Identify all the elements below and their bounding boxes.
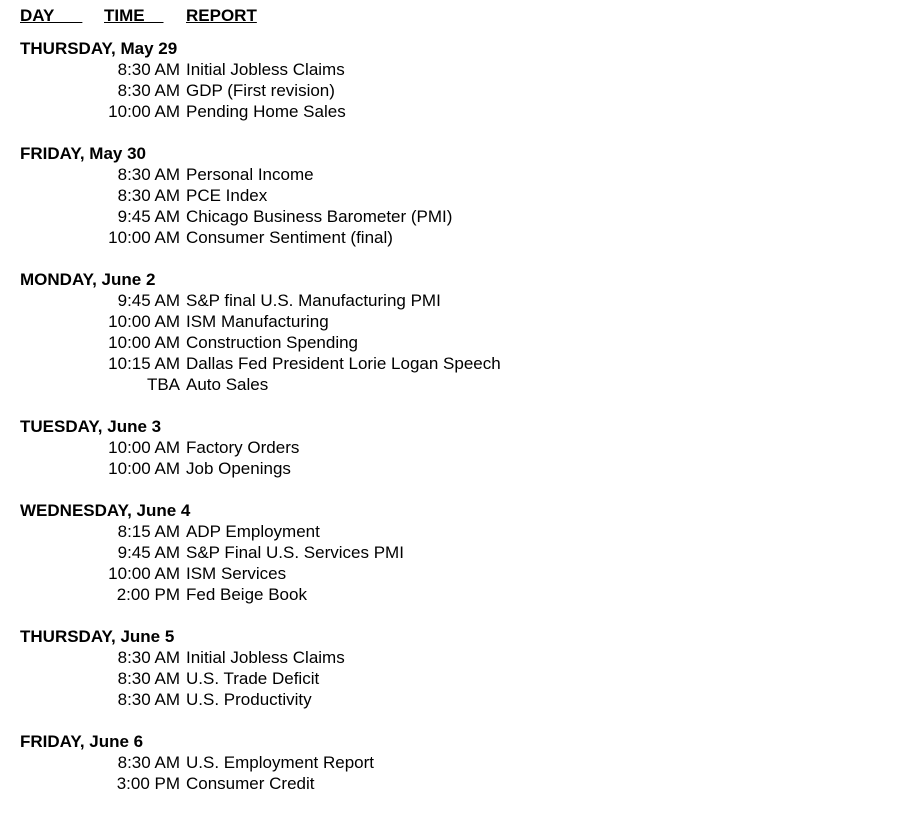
event-time: 8:30 AM — [117, 669, 180, 688]
event-time: 9:45 AM — [117, 291, 180, 310]
event-report: Consumer Sentiment (final) — [186, 228, 393, 247]
event-report: PCE Index — [186, 186, 268, 205]
event-report: U.S. Productivity — [186, 690, 312, 709]
event-row — [20, 164, 880, 185]
header-spacer — [20, 26, 880, 38]
day-title: FRIDAY, June 6 — [20, 732, 144, 751]
event-report: S&P final U.S. Manufacturing PMI — [186, 291, 441, 310]
event-row — [20, 374, 880, 395]
event-report: U.S. Trade Deficit — [186, 669, 320, 688]
event-report: ISM Manufacturing — [186, 312, 329, 331]
event-report: Initial Jobless Claims — [186, 648, 345, 667]
event-row — [20, 773, 880, 794]
event-time: 9:45 AM — [117, 207, 180, 226]
event-row — [20, 437, 880, 458]
event-time: 2:00 PM — [116, 585, 180, 604]
event-report: U.S. Employment Report — [186, 753, 375, 772]
event-row — [20, 752, 880, 773]
event-report: Fed Beige Book — [186, 585, 307, 604]
event-time: 8:30 AM — [117, 186, 180, 205]
event-time: 9:45 AM — [117, 543, 180, 562]
event-row — [20, 584, 880, 605]
event-row — [20, 227, 880, 248]
event-row — [20, 542, 880, 563]
event-row — [20, 458, 880, 479]
column-header-row — [20, 5, 880, 26]
day-title: TUESDAY, June 3 — [20, 417, 162, 436]
event-report: ISM Services — [186, 564, 287, 583]
economic-calendar — [20, 5, 880, 815]
event-report: S&P Final U.S. Services PMI — [186, 543, 404, 562]
event-report: Pending Home Sales — [186, 102, 346, 121]
day-section — [20, 38, 880, 122]
event-time: 10:00 AM — [108, 102, 180, 121]
time-column-header: TIME — [104, 6, 164, 25]
event-report: Job Openings — [186, 459, 291, 478]
event-report: Consumer Credit — [186, 774, 315, 793]
day-section — [20, 269, 880, 395]
day-section — [20, 416, 880, 479]
event-row — [20, 647, 880, 668]
event-time: 8:30 AM — [117, 648, 180, 667]
event-report: Factory Orders — [186, 438, 300, 457]
event-row — [20, 311, 880, 332]
event-row — [20, 206, 880, 227]
event-time: 8:30 AM — [117, 81, 180, 100]
event-report: Construction Spending — [186, 333, 359, 352]
event-row — [20, 185, 880, 206]
day-section — [20, 143, 880, 248]
day-section — [20, 731, 880, 794]
event-time: 10:00 AM — [108, 312, 180, 331]
day-column-header: DAY — [20, 6, 83, 25]
event-row — [20, 353, 880, 374]
day-title: THURSDAY, June 5 — [20, 627, 175, 646]
event-report: Dallas Fed President Lorie Logan Speech — [186, 354, 501, 373]
event-time: TBA — [146, 375, 180, 394]
event-time: 10:15 AM — [108, 354, 180, 373]
day-section — [20, 500, 880, 605]
event-report: Chicago Business Barometer (PMI) — [186, 207, 453, 226]
event-time: 8:30 AM — [117, 690, 180, 709]
day-title: FRIDAY, May 30 — [20, 144, 146, 163]
event-row — [20, 59, 880, 80]
event-time: 10:00 AM — [108, 333, 180, 352]
day-title: WEDNESDAY, June 4 — [20, 501, 191, 520]
event-time: 8:30 AM — [117, 753, 180, 772]
event-time: 10:00 AM — [108, 459, 180, 478]
event-time: 8:15 AM — [117, 522, 180, 541]
report-column-header: REPORT — [186, 6, 257, 25]
event-report: GDP (First revision) — [186, 81, 335, 100]
event-row — [20, 332, 880, 353]
event-report: Initial Jobless Claims — [186, 60, 345, 79]
day-section — [20, 626, 880, 710]
event-report: Auto Sales — [186, 375, 269, 394]
event-row — [20, 563, 880, 584]
event-time: 8:30 AM — [117, 60, 180, 79]
event-report: Personal Income — [186, 165, 314, 184]
event-time: 3:00 PM — [116, 774, 180, 793]
event-row — [20, 101, 880, 122]
event-report: ADP Employment — [186, 522, 320, 541]
event-time: 8:30 AM — [117, 165, 180, 184]
event-row — [20, 80, 880, 101]
event-row — [20, 689, 880, 710]
event-time: 10:00 AM — [108, 438, 180, 457]
day-title: THURSDAY, May 29 — [20, 39, 178, 58]
event-time: 10:00 AM — [108, 564, 180, 583]
event-row — [20, 521, 880, 542]
event-time: 10:00 AM — [108, 228, 180, 247]
event-row — [20, 668, 880, 689]
event-row — [20, 290, 880, 311]
day-title: MONDAY, June 2 — [20, 270, 156, 289]
